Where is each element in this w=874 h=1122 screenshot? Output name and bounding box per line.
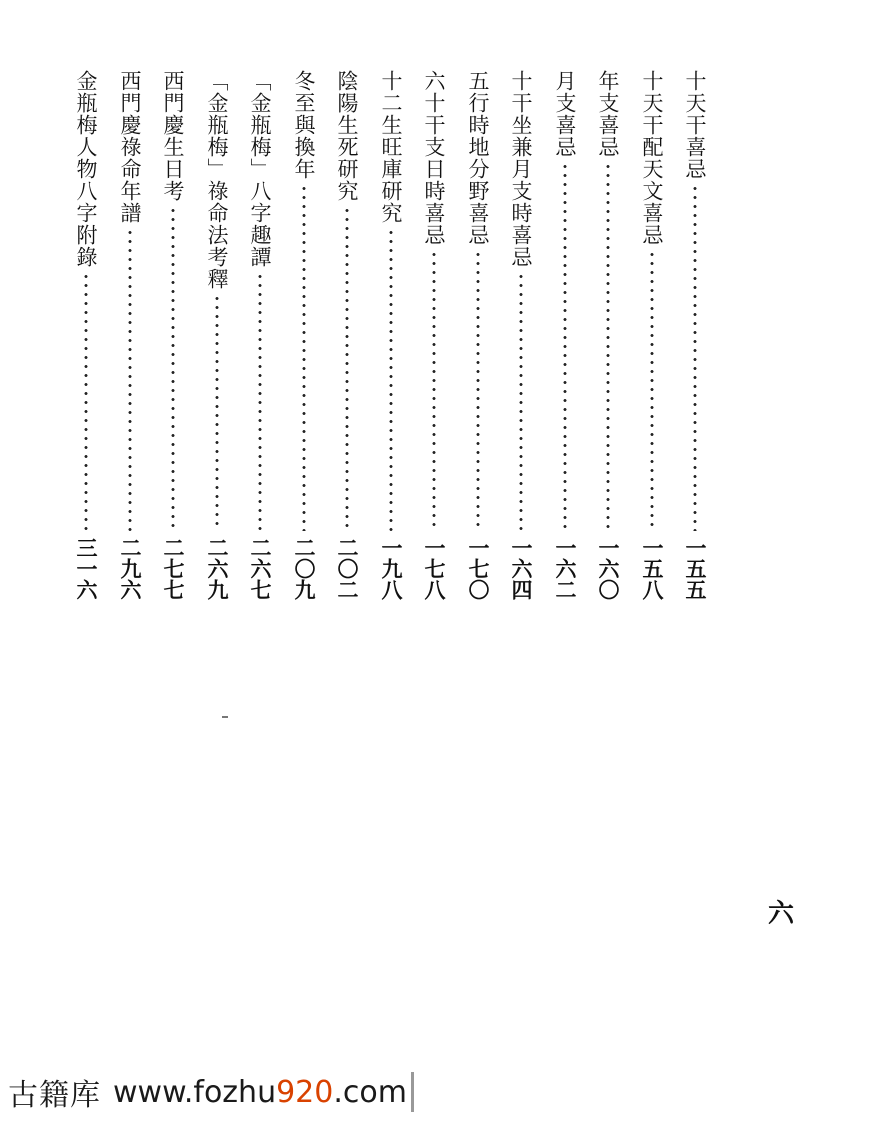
toc-entry-page: 一五五 <box>683 537 708 600</box>
watermark-url-prefix: www.fozhu <box>113 1074 277 1110</box>
dot-leader <box>302 184 306 531</box>
toc-entry-title: 冬至與換年 <box>292 70 316 180</box>
dot-leader <box>606 162 610 531</box>
toc-entry-page: 一七〇 <box>466 537 491 600</box>
toc-entry-title: 十二生旺庫研究 <box>379 70 403 224</box>
watermark-site-name: 古籍库 <box>8 1078 101 1113</box>
dot-leader <box>389 228 393 531</box>
dot-leader <box>258 272 262 531</box>
toc-entry-title: 「金瓶梅」八字趣譚 <box>248 70 272 268</box>
watermark <box>8 1072 414 1112</box>
dot-leader <box>476 250 480 531</box>
scan-speck <box>222 716 228 718</box>
watermark-url-accent: 920 <box>276 1074 334 1110</box>
watermark-url-suffix: .com <box>333 1074 407 1110</box>
toc-entry[interactable] <box>463 70 493 600</box>
toc-entry-title: 十天干配天文喜忌 <box>640 70 664 246</box>
toc-entry[interactable] <box>158 70 188 600</box>
toc-entry[interactable] <box>419 70 449 600</box>
dot-leader <box>693 184 697 531</box>
toc-entry-page: 三一六 <box>74 537 99 600</box>
toc-entry-page: 二〇二 <box>335 537 360 600</box>
toc-entry[interactable] <box>637 70 667 600</box>
toc-entry-page: 一六〇 <box>596 537 621 600</box>
toc-entry-page: 一七八 <box>422 537 447 600</box>
toc-entry-page: 二九六 <box>118 537 143 600</box>
toc-entry[interactable] <box>115 70 145 600</box>
toc-entry-page: 二六七 <box>248 537 273 600</box>
dot-leader <box>650 250 654 531</box>
dot-leader <box>519 272 523 531</box>
toc-entry[interactable] <box>506 70 536 600</box>
toc-entry-title: 六十干支日時喜忌 <box>422 70 446 246</box>
toc-entry[interactable] <box>289 70 319 600</box>
toc-entry[interactable] <box>245 70 275 600</box>
dot-leader <box>563 162 567 531</box>
toc-entry-page: 一九八 <box>379 537 404 600</box>
toc-entry-title: 西門慶祿命年譜 <box>118 70 142 224</box>
toc-entry-title: 月支喜忌 <box>553 70 577 158</box>
dot-leader <box>215 294 219 531</box>
toc-entry[interactable] <box>202 70 232 600</box>
toc-entry-title: 金瓶梅人物八字附錄 <box>74 70 98 268</box>
toc-entry[interactable] <box>71 70 101 600</box>
dot-leader <box>432 250 436 531</box>
toc-entry[interactable] <box>332 70 362 600</box>
toc-entry-title: 五行時地分野喜忌 <box>466 70 490 246</box>
toc-entry-title: 「金瓶梅」祿命法考釋 <box>205 70 229 290</box>
table-of-contents <box>70 70 720 610</box>
toc-entry-page: 一五八 <box>640 537 665 600</box>
toc-entry-page: 一六四 <box>509 537 534 600</box>
dot-leader <box>345 206 349 531</box>
page-number: 六 <box>768 899 795 929</box>
toc-entry-page: 二七七 <box>161 537 186 600</box>
dot-leader <box>128 228 132 531</box>
dot-leader <box>84 272 88 531</box>
toc-entry-title: 西門慶生日考 <box>161 70 185 202</box>
toc-entry-title: 十天干喜忌 <box>683 70 707 180</box>
dot-leader <box>171 206 175 531</box>
toc-entry-page: 二六九 <box>205 537 230 600</box>
toc-entry[interactable] <box>680 70 710 600</box>
toc-entry-title: 年支喜忌 <box>596 70 620 158</box>
toc-entry-page: 一六二 <box>553 537 578 600</box>
toc-entry-title: 十干坐兼月支時喜忌 <box>509 70 533 268</box>
toc-entry-page: 二〇九 <box>292 537 317 600</box>
toc-entry-title: 陰陽生死研究 <box>335 70 359 202</box>
toc-entry[interactable] <box>376 70 406 600</box>
toc-entry[interactable] <box>593 70 623 600</box>
toc-entry[interactable] <box>550 70 580 600</box>
